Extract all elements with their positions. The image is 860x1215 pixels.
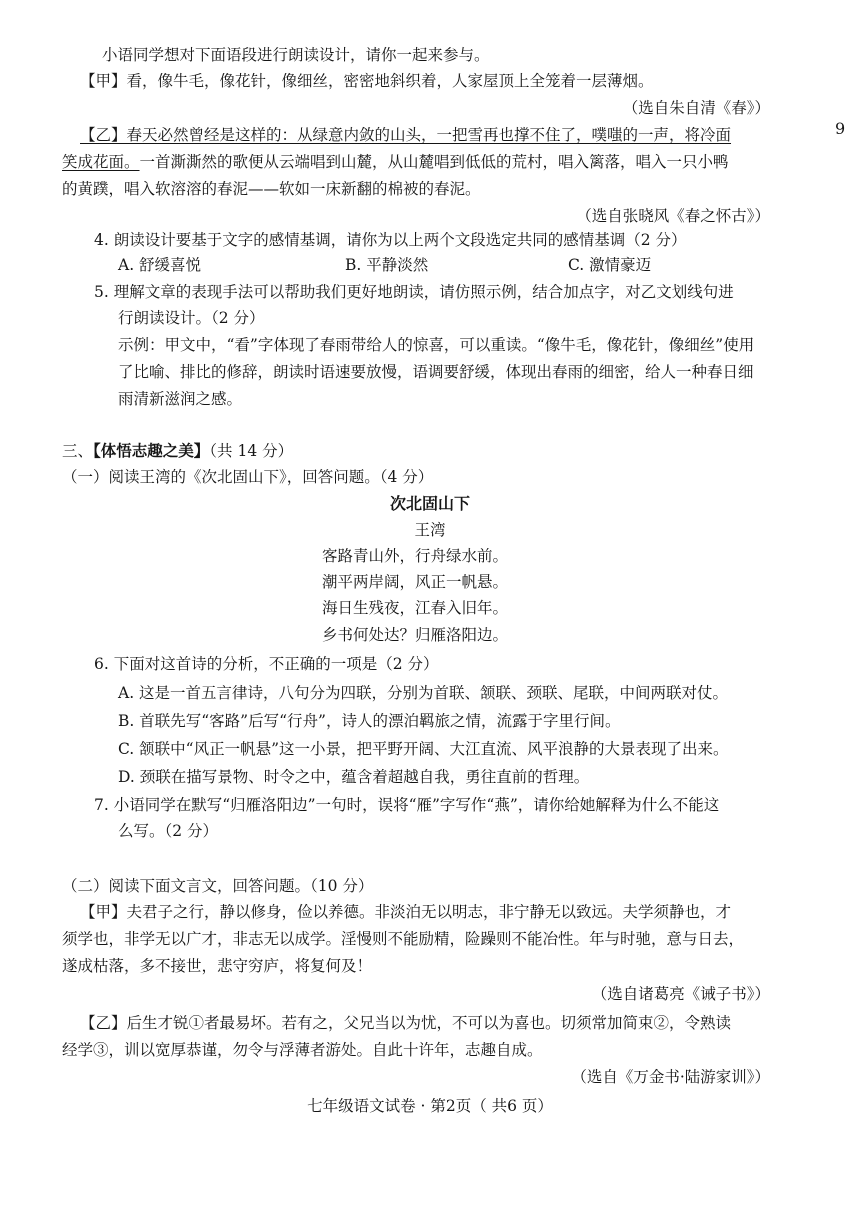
passage-jia-source: （选自朱自清《春》） <box>622 99 770 117</box>
intro-text: 小语同学想对下面语段进行朗读设计，请你一起来参与。 <box>102 46 490 64</box>
classical-yi-source: （选自《万金书·陆游家训》） <box>571 1068 770 1086</box>
question-7-line1: 7. 小语同学在默写“归雁洛阳边”一句时，误将“雁”字写作“燕”，请你给她解释为什么不能这 <box>94 796 720 814</box>
passage-yi-line2 <box>62 151 729 173</box>
section-3-title: 【体悟志趣之美】 <box>93 441 210 460</box>
classical-jia-line2: 须学也，非学无以广才，非志无以成学。淫慢则不能励精，险躁则不能冶性。年与时驰，意与日去， <box>62 930 745 948</box>
classical-jia-source: （选自诸葛亮《诫子书》） <box>591 985 770 1003</box>
passage-yi-line3: 的黄蹼，唱入软溶溶的春泥——软如一床新翻的棉被的春泥。 <box>62 180 481 198</box>
section-3-heading <box>62 440 293 462</box>
poem-line: 乡书何处达？归雁洛阳边。 <box>322 626 509 644</box>
passage-yi-line2-rest: 一首澌澌然的歌便从云端唱到山麓，从山麓唱到低低的荒村，唱入篱落，唱入一只小鸭 <box>139 153 729 171</box>
classical-jia-line3: 遂成枯落，多不接世，悲守穷庐，将复何及！ <box>62 957 373 975</box>
classical-yi-line1: 【乙】后生才锐①者最易坏。若有之，父兄当以为忧，不可以为喜也。切须常加简束②，令熟读 <box>80 1014 732 1032</box>
passage-yi-underlined: 笑成花面。 <box>62 153 140 171</box>
q4-option-c: C. 激情豪迈 <box>568 256 652 274</box>
q6-option-a: A. 这是一首五言律诗，八句分为四联，分别为首联、颔联、颈联、尾联，中间两联对仗。 <box>118 684 729 702</box>
q6-option-d: D. 颈联在描写景物、时令之中，蕴含着超越自我，勇往直前的哲理。 <box>118 768 590 786</box>
poem-line: 海日生残夜，江春入旧年。 <box>322 599 509 617</box>
poem-title: 次北固山下 <box>389 494 470 513</box>
question-5-line2: 行朗读设计。（2 分） <box>118 309 265 327</box>
q6-option-b: B. 首联先写“客路”后写“行舟”，诗人的漂泊羁旅之情，流露于字里行间。 <box>118 712 621 730</box>
poem-author: 王湾 <box>414 521 446 539</box>
q4-option-b: B. 平静淡然 <box>345 256 429 274</box>
poem-line: 客路青山外，行舟绿水前。 <box>322 547 509 565</box>
poem-line: 潮平两岸阔，风正一帆悬。 <box>322 573 509 591</box>
part-1-heading: （一）阅读王湾的《次北固山下》，回答问题。（4 分） <box>62 468 434 486</box>
classical-yi-line2: 经学③，训以宽厚恭谨，勿令与浮薄者游处。自此十许年，志趣自成。 <box>62 1041 543 1059</box>
passage-yi-line1: 【乙】春天必然曾经是这样的：从绿意内敛的山头，一把雪再也撑不住了，噗嗤的一声，将冷面 <box>80 126 732 144</box>
question-4: 4. 朗读设计要基于文字的感情基调，请你为以上两个文段选定共同的感情基调（2 分） <box>94 231 687 249</box>
q5-example-line1: 示例：甲文中，“看”字体现了春雨带给人的惊喜，可以重读。“像牛毛，像花针，像细丝”使用 <box>118 336 755 354</box>
classical-jia-line1: 【甲】夫君子之行，静以修身，俭以养德。非淡泊无以明志，非宁静无以致远。夫学须静也，才 <box>80 903 732 921</box>
question-6: 6. 下面对这首诗的分析，不正确的一项是（2 分） <box>94 655 439 673</box>
margin-number: 9 <box>835 119 846 138</box>
question-5-line1: 5. 理解文章的表现手法可以帮助我们更好地朗读，请仿照示例，结合加点字，对乙文划线句进 <box>94 283 734 301</box>
part-2-heading: （二）阅读下面文言文，回答问题。（10 分） <box>62 877 374 895</box>
question-7-line2: 么写。（2 分） <box>118 822 219 840</box>
passage-jia: 【甲】看，像牛毛，像花针，像细丝，密密地斜织着，人家屋顶上全笼着一层薄烟。 <box>80 72 654 90</box>
section-3-number: 三、 <box>62 442 94 460</box>
page-footer: 七年级语文试卷 · 第2页（ 共6 页） <box>307 1097 553 1115</box>
q6-option-c: C. 颔联中“风正一帆悬”这一小景，把平野开阔、大江直流、风平浪静的大景表现了出来。 <box>118 740 729 758</box>
q5-example-line3: 雨清新滋润之感。 <box>118 390 243 408</box>
q4-option-a: A. 舒缓喜悦 <box>118 256 202 274</box>
section-3-score: （共 14 分） <box>209 442 294 460</box>
q5-example-line2: 了比喻、排比的修辞，朗读时语速要放慢，语调要舒缓，体现出春雨的细密，给人一种春日细 <box>118 363 754 381</box>
passage-yi-source: （选自张晓风《春之怀古》） <box>576 207 770 225</box>
